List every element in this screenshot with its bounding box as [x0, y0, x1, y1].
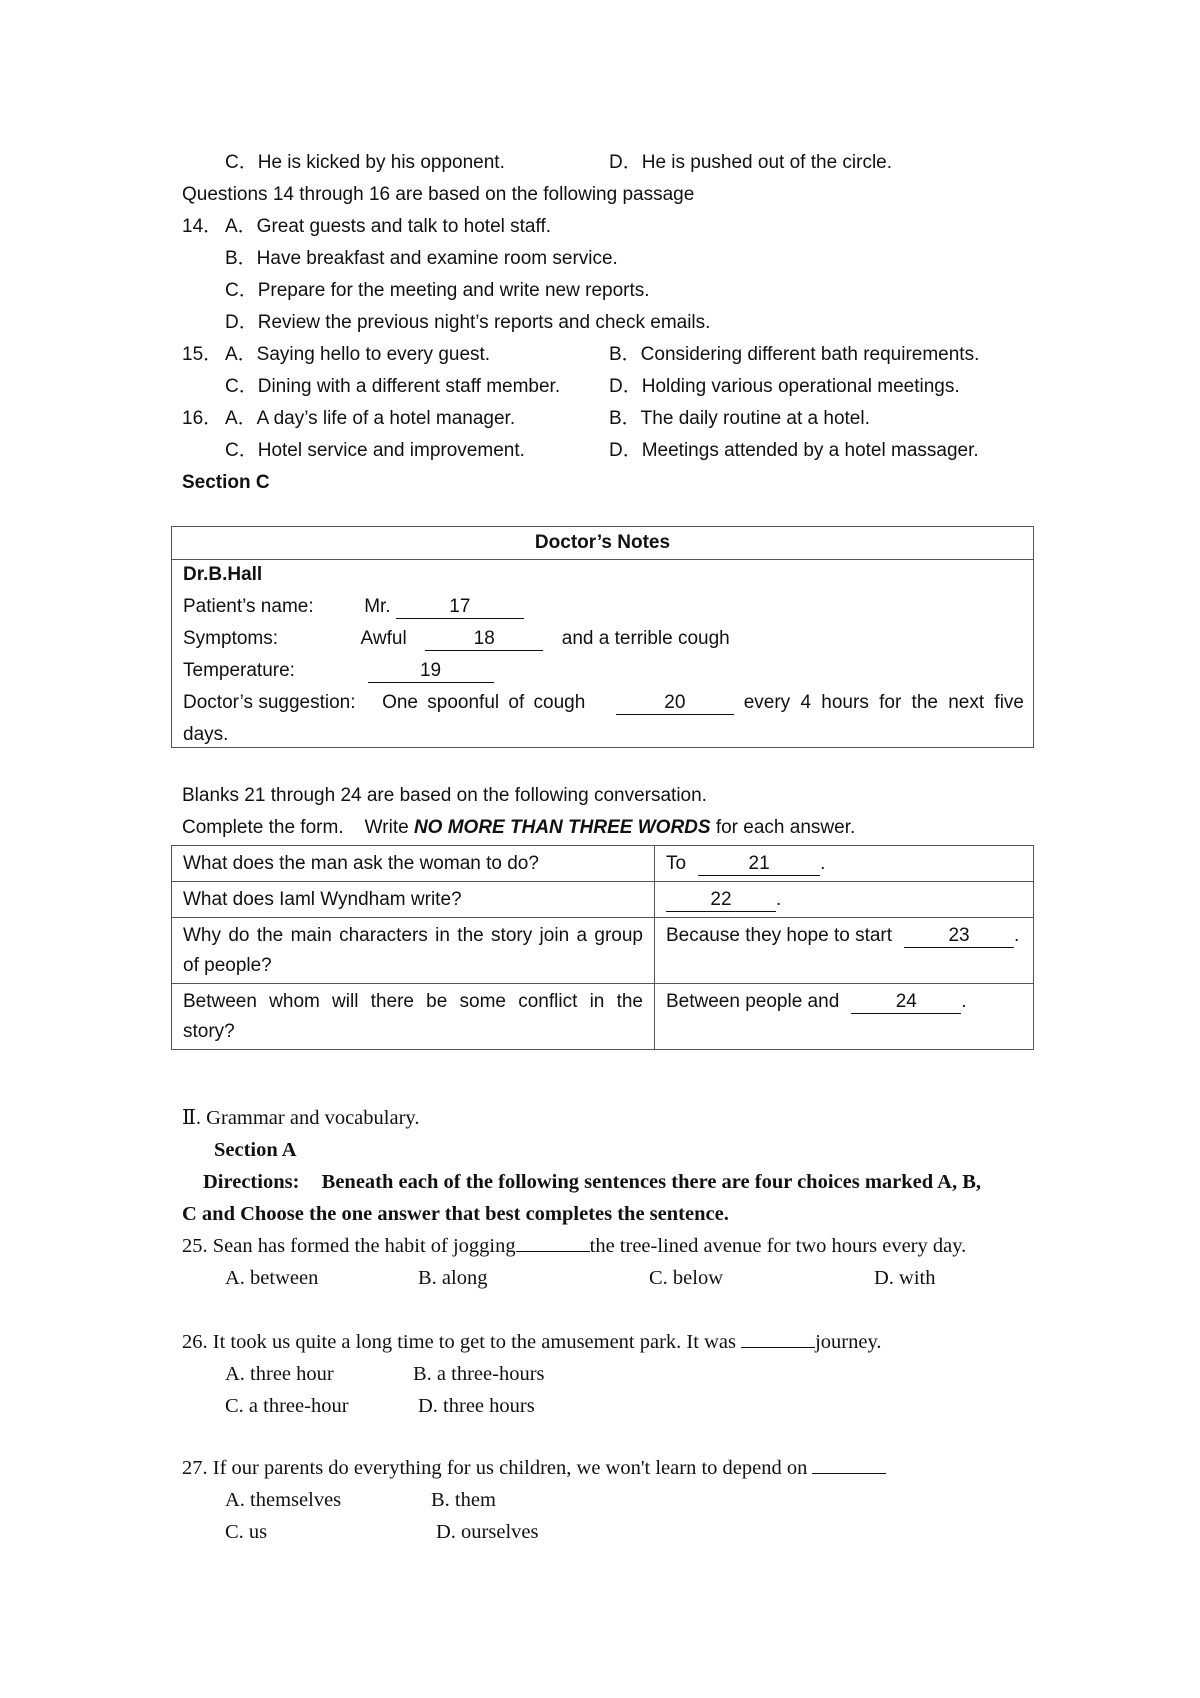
section-c-heading: Section C	[182, 472, 270, 493]
suggestion-row	[183, 688, 1024, 718]
q14-option-c: C．Prepare for the meeting and write new reports.	[225, 280, 650, 301]
q26-option-c: C. a three-hour	[225, 1395, 349, 1417]
patient-prefix: Mr.	[364, 596, 391, 617]
q15-option-a: A．Saying hello to every guest.	[225, 344, 491, 365]
q26-option-d: D. three hours	[418, 1395, 535, 1417]
suggestion-end: days.	[183, 724, 229, 745]
form-answer	[655, 882, 1034, 918]
q16-number: 16．	[182, 408, 223, 429]
form-row	[172, 882, 1034, 918]
q14-option-a: A．Great guests and talk to hotel staff.	[225, 216, 551, 237]
q27-option-b: B. them	[431, 1489, 496, 1511]
suggestion-suffix: every 4 hours for the next five	[743, 692, 1024, 713]
directions-label: Directions:	[203, 1171, 300, 1193]
q25-option-a: A. between	[225, 1267, 319, 1289]
conversation-instruction	[182, 813, 855, 843]
q27-blank[interactable]	[812, 1473, 886, 1474]
symptoms-suffix: and a terrible cough	[561, 628, 730, 649]
q27-option-c: C. us	[225, 1521, 268, 1543]
q26-option-a: A. three hour	[225, 1363, 334, 1385]
directions-line-2: C and Choose the one answer that best completes the sentence.	[182, 1203, 729, 1225]
q25-stem-start: 25. Sean has formed the habit of jogging	[182, 1235, 516, 1257]
q25-blank[interactable]	[516, 1251, 590, 1252]
answer-suffix: .	[961, 991, 967, 1012]
blank-18[interactable]: 18	[425, 628, 543, 651]
q16-option-a: A．A day’s life of a hotel manager.	[225, 408, 516, 429]
section-a-heading: Section A	[214, 1139, 297, 1161]
conversation-intro: Blanks 21 through 24 are based on the following conversation.	[182, 785, 707, 806]
q26-stem-start: 26. It took us quite a long time to get to the amusement park. It was	[182, 1331, 742, 1353]
form-answer	[655, 984, 1034, 1050]
q15-number: 15．	[182, 344, 223, 365]
conversation-form-table	[171, 845, 1034, 1050]
q27-option-d: D. ourselves	[436, 1521, 539, 1543]
q16-option-b: B．The daily routine at a hotel.	[609, 408, 870, 429]
instruction-end: for each answer.	[710, 817, 856, 838]
suggestion-label: Doctor’s suggestion:	[183, 692, 356, 713]
instruction-emphasis: NO MORE THAN THREE WORDS	[413, 817, 711, 838]
form-row	[172, 846, 1034, 882]
doctor-notes-table	[171, 526, 1034, 748]
blank-21[interactable]: 21	[698, 853, 820, 876]
blank-19[interactable]: 19	[368, 660, 494, 683]
form-row	[172, 984, 1034, 1050]
passage-intro: Questions 14 through 16 are based on the following passage	[182, 184, 695, 205]
q15-option-b: B．Considering different bath requirements.	[609, 344, 980, 365]
blank-20[interactable]: 20	[616, 692, 734, 715]
q15-option-d: D．Holding various operational meetings.	[609, 376, 960, 397]
directions-line-1	[203, 1167, 981, 1197]
answer-prefix: To	[666, 853, 687, 874]
q26-blank[interactable]	[741, 1347, 815, 1348]
q13-option-c: C．He is kicked by his opponent.	[225, 152, 505, 173]
q14-option-b: B．Have breakfast and examine room service.	[225, 248, 618, 269]
form-answer	[655, 918, 1034, 984]
answer-prefix: Between people and	[666, 991, 840, 1012]
form-question: Why do the main characters in the story join a group of people?	[172, 918, 655, 984]
answer-suffix: .	[776, 889, 782, 910]
symptoms-row	[183, 624, 730, 654]
q16-option-c: C．Hotel service and improvement.	[225, 440, 525, 461]
form-question: Between whom will there be some conflict in the story?	[172, 984, 655, 1050]
q25-stem-end: the tree-lined avenue for two hours every day.	[589, 1235, 967, 1257]
form-question: What does the man ask the woman to do?	[172, 846, 655, 882]
q25-option-b: B. along	[418, 1267, 488, 1289]
answer-prefix: Because they hope to start	[666, 925, 893, 946]
blank-22[interactable]: 22	[666, 889, 776, 912]
q15-option-c: C．Dining with a different staff member.	[225, 376, 561, 397]
q25-option-d: D. with	[874, 1267, 936, 1289]
q16-option-d: D．Meetings attended by a hotel massager.	[609, 440, 979, 461]
q26-option-b: B. a three-hours	[413, 1363, 545, 1385]
patient-name-label: Patient’s name:	[183, 596, 314, 617]
q14-option-d: D．Review the previous night’s reports and check emails.	[225, 312, 711, 333]
doctor-name: Dr.B.Hall	[183, 564, 263, 585]
q13-option-d: D．He is pushed out of the circle.	[609, 152, 893, 173]
instruction-start: Complete the form. Write	[182, 817, 414, 838]
form-answer	[655, 846, 1034, 882]
q25-stem	[182, 1231, 966, 1261]
suggestion-text: One spoonful of cough	[382, 692, 586, 713]
form-row	[172, 918, 1034, 984]
q26-stem	[182, 1327, 882, 1357]
symptoms-label: Symptoms:	[183, 628, 279, 649]
symptoms-prefix: Awful	[360, 628, 407, 649]
doctor-notes-title: Doctor’s Notes	[172, 527, 1033, 560]
directions-text-1: Beneath each of the following sentences there are four choices marked A, B,	[321, 1171, 981, 1193]
q27-option-a: A. themselves	[225, 1489, 342, 1511]
temperature-row	[183, 656, 494, 686]
temperature-label: Temperature:	[183, 660, 295, 681]
answer-suffix: .	[820, 853, 826, 874]
blank-24[interactable]: 24	[851, 991, 961, 1014]
q27-stem-start: 27. If our parents do everything for us children, we won't learn to depend on	[182, 1457, 813, 1479]
blank-17[interactable]: 17	[396, 596, 524, 619]
blank-23[interactable]: 23	[904, 925, 1014, 948]
form-question: What does Iaml Wyndham write?	[172, 882, 655, 918]
q26-stem-end: journey.	[815, 1331, 882, 1353]
answer-suffix: .	[1014, 925, 1020, 946]
patient-name-row	[183, 592, 524, 622]
q14-number: 14．	[182, 216, 223, 237]
q25-option-c: C. below	[649, 1267, 724, 1289]
q27-stem	[182, 1453, 886, 1483]
grammar-heading: Ⅱ. Grammar and vocabulary.	[182, 1107, 420, 1129]
